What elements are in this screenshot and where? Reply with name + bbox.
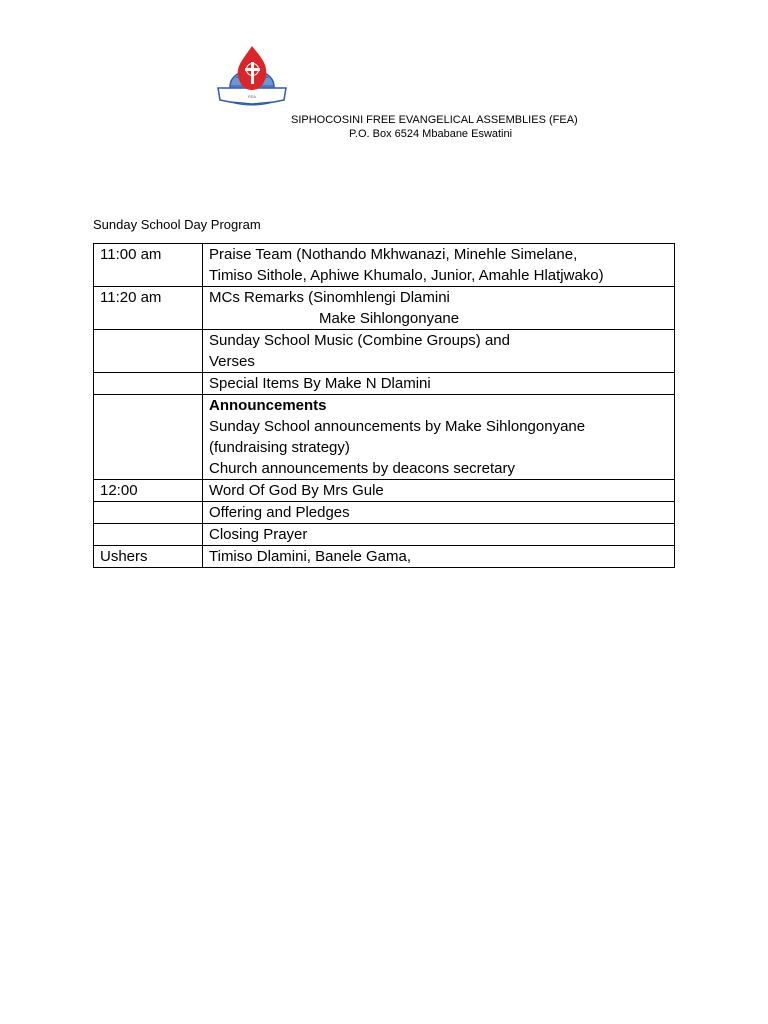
document-title: Sunday School Day Program xyxy=(93,217,261,232)
item-cell xyxy=(203,330,675,373)
table-row xyxy=(94,330,675,373)
item-cell xyxy=(203,480,675,502)
church-logo-icon xyxy=(214,44,290,114)
table-row xyxy=(94,546,675,568)
item-line: Timiso Sithole, Aphiwe Khumalo, Junior, Amahle Hlatjwako) xyxy=(209,267,604,284)
table-row xyxy=(94,244,675,287)
item-line: Word Of God By Mrs Gule xyxy=(209,482,384,499)
item-line: Offering and Pledges xyxy=(209,504,350,521)
time-cell xyxy=(94,502,203,524)
item-line: (fundraising strategy) xyxy=(209,439,350,456)
time-cell xyxy=(94,373,203,395)
item-line: Sunday School announcements by Make Sihlongonyane xyxy=(209,418,586,435)
table-row xyxy=(94,395,675,480)
time-cell: Ushers xyxy=(94,546,203,568)
time-cell xyxy=(94,524,203,546)
item-cell xyxy=(203,287,675,330)
item-line: Special Items By Make N Dlamini xyxy=(209,375,431,392)
item-line: Closing Prayer xyxy=(209,526,308,543)
item-line: MCs Remarks (Sinomhlengi Dlamini xyxy=(209,289,450,306)
table-row xyxy=(94,502,675,524)
program-table xyxy=(93,243,675,568)
time-cell: 12:00 xyxy=(94,480,203,502)
table-row xyxy=(94,287,675,330)
time-cell: 11:20 am xyxy=(94,287,203,330)
item-line: Make Sihlongonyane xyxy=(319,310,460,327)
item-cell xyxy=(203,546,675,568)
item-cell xyxy=(203,395,675,480)
item-cell xyxy=(203,244,675,287)
organization-address: P.O. Box 6524 Mbabane Eswatini xyxy=(349,128,513,140)
table-row xyxy=(94,524,675,546)
item-line: Timiso Dlamini, Banele Gama, xyxy=(209,548,412,565)
table-row xyxy=(94,373,675,395)
time-cell xyxy=(94,330,203,373)
item-line: Praise Team (Nothando Mkhwanazi, Minehle Simelane, xyxy=(209,246,578,263)
item-line: Church announcements by deacons secretary xyxy=(209,460,516,477)
item-cell xyxy=(203,373,675,395)
organization-name: SIPHOCOSINI FREE EVANGELICAL ASSEMBLIES (FEA) xyxy=(291,114,578,126)
item-heading: Announcements xyxy=(209,397,327,414)
svg-text:FEA: FEA xyxy=(248,94,256,99)
item-line: Verses xyxy=(209,353,255,370)
item-cell xyxy=(203,524,675,546)
table-row xyxy=(94,480,675,502)
item-cell xyxy=(203,502,675,524)
time-cell: 11:00 am xyxy=(94,244,203,287)
time-cell xyxy=(94,395,203,480)
item-line: Sunday School Music (Combine Groups) and xyxy=(209,332,510,349)
